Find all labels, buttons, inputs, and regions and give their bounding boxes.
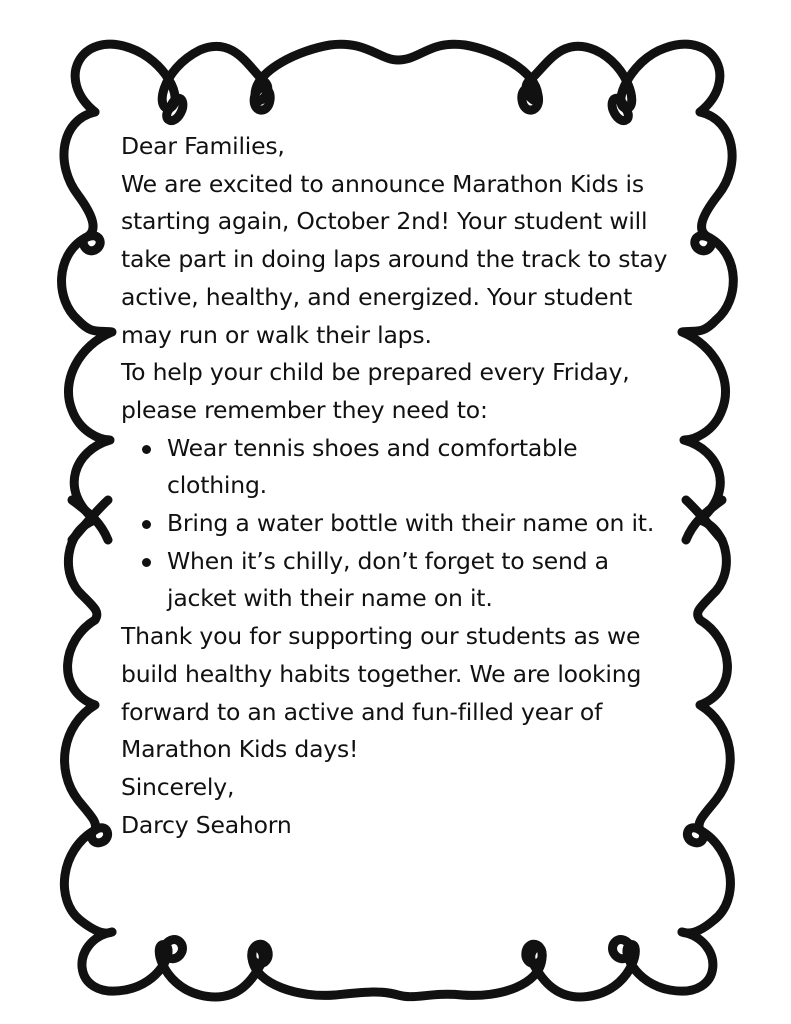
border-loop-right-1 [695, 236, 712, 251]
letter-signature: Darcy Seahorn [121, 810, 292, 839]
letter-thanks-paragraph: Thank you for supporting our students as we build healthy habits together. We are looking forward to an active and fun-filled year of Marathon Kids days! [121, 622, 642, 764]
border-loop-right-3 [687, 828, 703, 843]
border-loop-bottom-left [164, 940, 183, 959]
border-loop-right-2 [686, 500, 722, 540]
preparation-list [121, 430, 681, 619]
list-item: Bring a water bottle with their name on it. [167, 505, 681, 543]
border-loop-left-2 [72, 500, 108, 540]
letter-closing: Sincerely, [121, 772, 235, 801]
list-item: When it’s chilly, don’t forget to send a jacket with their name on it. [167, 543, 681, 618]
border-loop-bottom-right [613, 940, 632, 959]
letter-greeting: Dear Families, [121, 132, 285, 160]
list-item: Wear tennis shoes and comfortable clothing. [167, 430, 681, 505]
letter-intro-paragraph: We are excited to announce Marathon Kids is starting again, October 2nd! Your student will take part in doing laps around the track to stay active, healthy, and energized. Your student may run or walk their laps. [121, 169, 668, 349]
letter-body [121, 128, 681, 844]
border-loop-left-3 [91, 828, 107, 843]
letter-preparation-intro: To help your child be prepared every Friday, please remember they need to: [121, 358, 630, 424]
border-loop-left-1 [83, 236, 100, 251]
